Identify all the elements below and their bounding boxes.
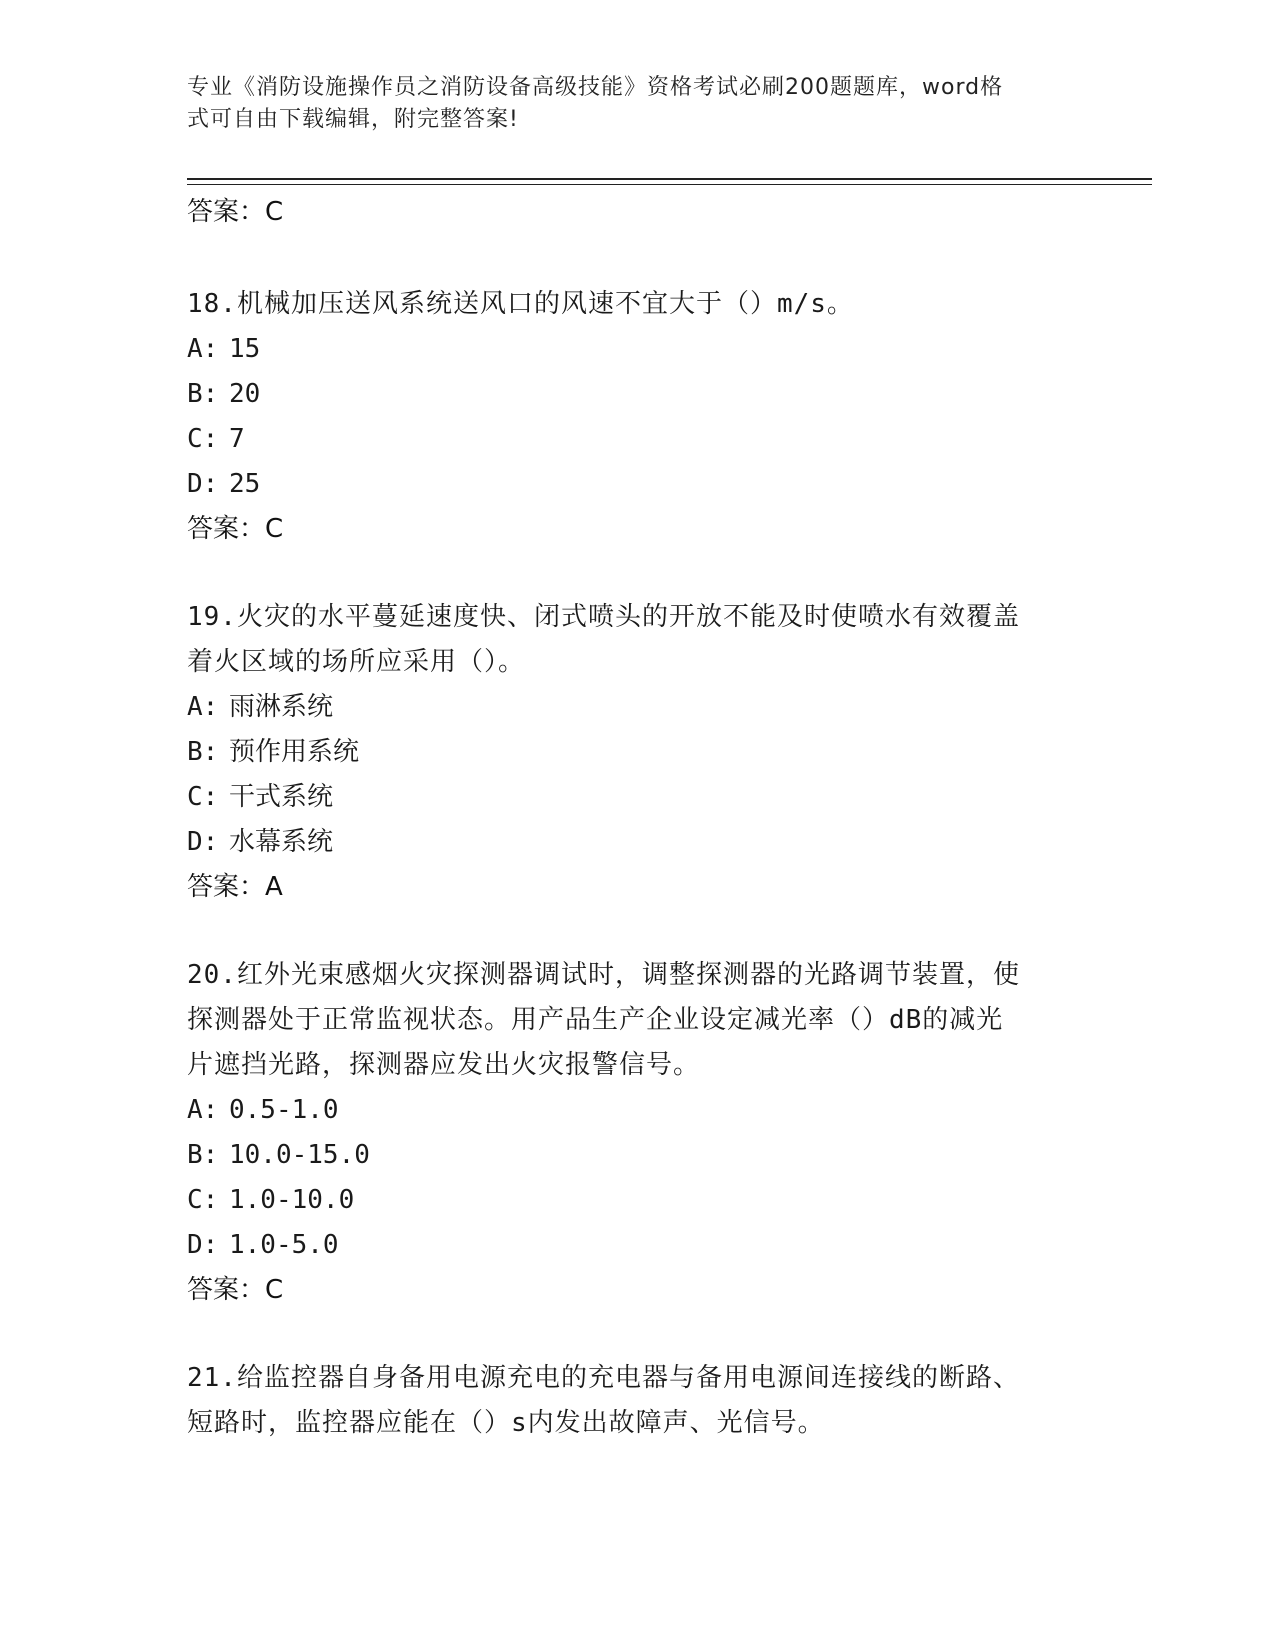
option-key: C: xyxy=(187,424,219,454)
option-text: 干式系统 xyxy=(229,782,334,812)
header-divider xyxy=(187,178,1152,180)
option-text: 7 xyxy=(229,424,245,454)
answer-line: 答案：A xyxy=(187,872,283,902)
header-line-2: 式可自由下载编辑，附完整答案! xyxy=(187,107,519,132)
question-text: 20.红外光束感烟火灾探测器调试时，调整探测器的光路调节装置，使 xyxy=(187,960,1020,990)
option-text: 0.5-1.0 xyxy=(229,1095,339,1125)
option-b xyxy=(187,372,1087,417)
option-a xyxy=(187,327,1087,372)
option-text: 25 xyxy=(229,469,261,499)
option-text: 雨淋系统 xyxy=(229,692,334,722)
document-header xyxy=(187,72,1067,136)
answer-line: 答案：C xyxy=(187,197,284,227)
question-text: 21.给监控器自身备用电源充电的充电器与备用电源间连接线的断路、 xyxy=(187,1363,1020,1393)
question-text: 短路时，监控器应能在（）s内发出故障声、光信号。 xyxy=(187,1408,825,1438)
option-d xyxy=(187,462,1087,507)
question-text: 19.火灾的水平蔓延速度快、闭式喷头的开放不能及时使喷水有效覆盖 xyxy=(187,602,1020,632)
option-text: 1.0-5.0 xyxy=(229,1230,339,1260)
option-d xyxy=(187,820,1087,865)
answer-line: 答案：C xyxy=(187,514,284,544)
question-text: 18.机械加压送风系统送风口的风速不宜大于（）m/s。 xyxy=(187,289,854,319)
option-key: C: xyxy=(187,782,219,812)
option-b xyxy=(187,730,1087,775)
question-21 xyxy=(187,1356,1087,1446)
option-key: D: xyxy=(187,1230,219,1260)
option-text: 10.0-15.0 xyxy=(229,1140,370,1170)
option-key: C: xyxy=(187,1185,219,1215)
question-19 xyxy=(187,595,1087,909)
header-divider-thin xyxy=(187,184,1152,185)
option-d xyxy=(187,1223,1087,1268)
option-key: B: xyxy=(187,379,219,409)
option-key: A: xyxy=(187,1095,219,1125)
option-b xyxy=(187,1133,1087,1178)
option-c xyxy=(187,417,1087,462)
option-a xyxy=(187,1088,1087,1133)
question-18 xyxy=(187,282,1087,551)
option-text: 1.0-10.0 xyxy=(229,1185,355,1215)
option-a xyxy=(187,685,1087,730)
question-text: 着火区域的场所应采用（）。 xyxy=(187,647,526,677)
option-key: D: xyxy=(187,827,219,857)
question-text: 片遮挡光路，探测器应发出火灾报警信号。 xyxy=(187,1050,701,1080)
option-key: A: xyxy=(187,692,219,722)
answer-line: 答案：C xyxy=(187,1275,284,1305)
question-list xyxy=(187,190,1087,1490)
option-text: 水幕系统 xyxy=(229,827,334,857)
option-key: B: xyxy=(187,1140,219,1170)
option-key: B: xyxy=(187,737,219,767)
option-text: 预作用系统 xyxy=(229,737,360,767)
header-line-1: 专业《消防设施操作员之消防设备高级技能》资格考试必刷200题题库，word格 xyxy=(187,75,1004,100)
option-text: 20 xyxy=(229,379,261,409)
option-key: D: xyxy=(187,469,219,499)
question-20 xyxy=(187,953,1087,1312)
option-text: 15 xyxy=(229,334,261,364)
option-key: A: xyxy=(187,334,219,364)
option-c xyxy=(187,1178,1087,1223)
question-text: 探测器处于正常监视状态。用产品生产企业设定减光率（）dB的减光 xyxy=(187,1005,1004,1035)
option-c xyxy=(187,775,1087,820)
